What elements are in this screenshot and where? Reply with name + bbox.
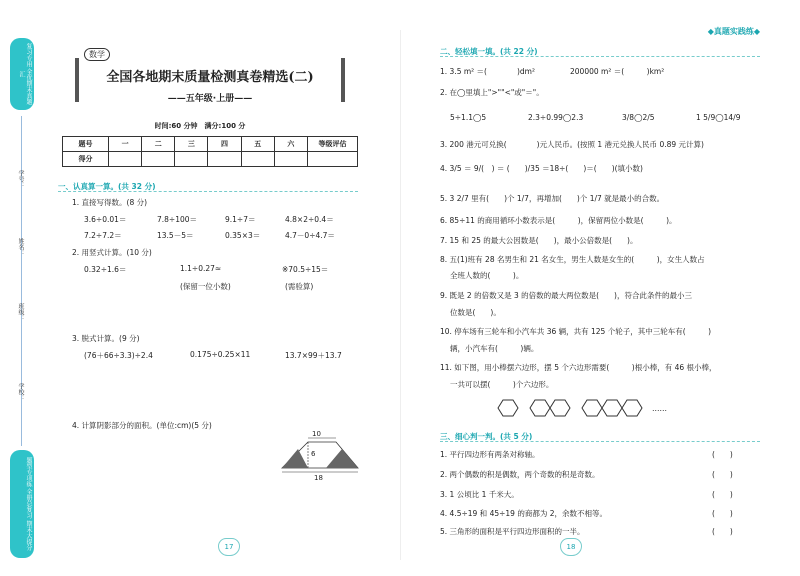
stepwise-calc-item: 13.7×99＋13.7 bbox=[285, 351, 342, 360]
judge-item: 5. 三角形的面积是平行四边形面积的一半。 bbox=[440, 527, 585, 536]
fill-question-11a: 11. 如下图，用小棒摆六边形，摆 5 个六边形需要( )根小棒，有 46 根小棒， bbox=[440, 363, 717, 372]
calc-item: 0.35×3＝ bbox=[225, 231, 261, 240]
question-2-title: 2. 用竖式计算。(10 分) bbox=[72, 248, 152, 257]
calc-item: 3.6÷0.01＝ bbox=[84, 215, 127, 224]
fill-question-10b: 辆，小汽车有( )辆。 bbox=[450, 344, 539, 353]
school-label: 学校： bbox=[17, 383, 24, 401]
figure-bottom-label: 18 bbox=[314, 474, 323, 482]
judge-answer-paren[interactable]: ( ) bbox=[712, 527, 733, 536]
score-cell: 二 bbox=[142, 137, 175, 152]
calc-note: (需验算) bbox=[285, 282, 314, 291]
calc-item: 7.2÷7.2＝ bbox=[84, 231, 122, 240]
score-cell: 四 bbox=[208, 137, 241, 152]
vertical-calc-item: 1.1÷0.27≈ bbox=[180, 264, 222, 273]
hexagon-2b bbox=[550, 400, 570, 416]
hexagon-3a bbox=[582, 400, 602, 416]
score-cell: 三 bbox=[175, 137, 208, 152]
time-score-label: 时间:60 分钟 满分:100 分 bbox=[154, 122, 246, 130]
judge-answer-paren[interactable]: ( ) bbox=[712, 490, 733, 499]
score-input-cell[interactable] bbox=[142, 152, 175, 167]
calc-note: (保留一位小数) bbox=[180, 282, 231, 291]
calc-item: 7.8÷100＝ bbox=[157, 215, 198, 224]
score-input-cell[interactable] bbox=[241, 152, 274, 167]
fill-question-9b: 位数是( )。 bbox=[450, 308, 501, 317]
score-table bbox=[62, 136, 358, 167]
hexagon-ellipsis: …… bbox=[652, 404, 667, 413]
sidebar-top-pill: 复习专用 全优期末真题汇 bbox=[10, 38, 34, 110]
judge-answer-paren[interactable]: ( ) bbox=[712, 509, 733, 518]
compare-item: 5÷1.1◯5 bbox=[450, 113, 487, 122]
score-cell: 六 bbox=[274, 137, 307, 152]
score-cell: 五 bbox=[241, 137, 274, 152]
compare-item: 2.3÷0.99◯2.3 bbox=[528, 113, 584, 122]
calc-item: 9.1÷7＝ bbox=[225, 215, 256, 224]
judge-answer-paren[interactable]: ( ) bbox=[712, 470, 733, 479]
hexagon-3c bbox=[622, 400, 642, 416]
section-heading-3: 三、细心判一判。(共 5 分) bbox=[440, 432, 533, 441]
section-heading-2: 二、轻松填一填。(共 22 分) bbox=[440, 47, 538, 56]
stepwise-calc-item: (76＋66÷3.3)÷2.4 bbox=[84, 351, 153, 360]
compare-item: 1 5/9◯14/9 bbox=[696, 113, 741, 122]
fill-question-1a: 1. 3.5 m² ＝( )dm² bbox=[440, 67, 535, 76]
judge-answer-paren[interactable]: ( ) bbox=[712, 450, 733, 459]
question-3-title: 3. 脱式计算。(9 分) bbox=[72, 334, 140, 343]
binding-sidebar bbox=[10, 38, 34, 563]
calc-item: 4.7－0÷4.7＝ bbox=[285, 231, 335, 240]
fill-question-10a: 10. 停车场有三轮车和小汽车共 36 辆，共有 125 个轮子，其中三轮车有( ) bbox=[440, 327, 712, 336]
fill-question-5: 5. 3 2/7 里有( )个 1/7，再增加( )个 1/7 就是最小的合数。 bbox=[440, 194, 665, 203]
fill-question-7: 7. 15 和 25 的最大公因数是( )，最小公倍数是( )。 bbox=[440, 236, 638, 245]
score-cell: 一 bbox=[109, 137, 142, 152]
judge-item: 4. 4.5÷19 和 45÷19 的商都为 2，余数不相等。 bbox=[440, 509, 607, 518]
judge-item: 1. 平行四边形有两条对称轴。 bbox=[440, 450, 540, 459]
fill-question-9a: 9. 既是 2 的倍数又是 3 的倍数的最大两位数是( )，符合此条件的最小三 bbox=[440, 291, 692, 300]
stepwise-calc-item: 0.175÷0.25×11 bbox=[190, 350, 251, 359]
grade-label: ——五年级·上册—— bbox=[167, 94, 253, 104]
section-divider bbox=[58, 191, 358, 192]
hexagon-1 bbox=[498, 400, 518, 416]
score-table-row bbox=[63, 152, 358, 167]
fill-question-8a: 8. 五(1)班有 28 名男生和 21 名女生，男生人数是女生的( )，女生人数占 bbox=[440, 255, 705, 264]
hexagon-3b bbox=[602, 400, 622, 416]
vertical-calc-item: 0.32÷1.6＝ bbox=[84, 265, 127, 274]
score-input-cell[interactable] bbox=[175, 152, 208, 167]
fill-question-1b: 200000 m² ＝( )km² bbox=[570, 67, 665, 76]
sidebar-bottom-pill: 题型专项练 全册总复习 期末大提分 bbox=[10, 450, 34, 558]
student-number-label: 学号： bbox=[17, 170, 24, 188]
judge-item: 3. 1 公顷比 1 千米大。 bbox=[440, 490, 519, 499]
compare-item: 3/8◯2/5 bbox=[622, 113, 655, 122]
score-input-cell[interactable] bbox=[208, 152, 241, 167]
subject-tag: 数学 bbox=[84, 48, 110, 61]
score-input-cell[interactable] bbox=[308, 152, 358, 167]
judge-item: 2. 两个偶数的积是偶数，两个奇数的积是奇数。 bbox=[440, 470, 600, 479]
score-cell: 题号 bbox=[63, 137, 109, 152]
figure-mid-label: 6 bbox=[311, 450, 316, 458]
score-table-row bbox=[63, 137, 358, 152]
fill-question-2: 2. 在◯里填上">""<"或"＝"。 bbox=[440, 88, 544, 97]
hexagon-2a bbox=[530, 400, 550, 416]
score-cell: 得分 bbox=[63, 152, 109, 167]
section-divider bbox=[440, 56, 760, 57]
score-input-cell[interactable] bbox=[274, 152, 307, 167]
name-label: 姓名： bbox=[17, 238, 24, 256]
score-input-cell[interactable] bbox=[109, 152, 142, 167]
fill-question-11b: 一共可以摆( )个六边形。 bbox=[450, 380, 554, 389]
calc-item: 4.8×2÷0.4＝ bbox=[285, 215, 334, 224]
page-title: 全国各地期末质量检测真卷精选(二) bbox=[106, 70, 314, 85]
fill-question-3: 3. 200 港元可兑换( )元人民币。(按照 1 港元兑换人民币 0.89 元计算) bbox=[440, 140, 704, 149]
shaded-triangle-left bbox=[282, 449, 308, 468]
fill-question-8b: 全班人数的( )。 bbox=[450, 271, 524, 280]
figure-top-label: 10 bbox=[312, 430, 321, 438]
shaded-triangle-right bbox=[326, 449, 358, 468]
fill-question-6: 6. 85÷11 的商用循环小数表示是( )，保留两位小数是( )。 bbox=[440, 216, 677, 225]
score-cell: 等级评估 bbox=[308, 137, 358, 152]
section-divider bbox=[440, 441, 760, 442]
vertical-calc-item: ※70.5÷15＝ bbox=[282, 265, 329, 274]
calc-item: 13.5－5＝ bbox=[157, 231, 194, 240]
question-1-title: 1. 直接写得数。(8 分) bbox=[72, 198, 148, 207]
page-number-right: 18 bbox=[566, 543, 576, 551]
fill-question-4: 4. 3/5 ＝ 9/( ) ＝ ( )/35 ＝18÷( )＝( )(填小数) bbox=[440, 164, 643, 173]
page-divider bbox=[400, 30, 401, 560]
class-label: 班级： bbox=[17, 303, 24, 321]
page-number-left: 17 bbox=[224, 543, 234, 551]
section-heading-1: 一、认真算一算。(共 32 分) bbox=[58, 182, 156, 191]
header-right-banner: ◆真题实践练◆ bbox=[707, 27, 760, 36]
question-4-title: 4. 计算阴影部分的面积。(单位:cm)(5 分) bbox=[72, 421, 212, 430]
